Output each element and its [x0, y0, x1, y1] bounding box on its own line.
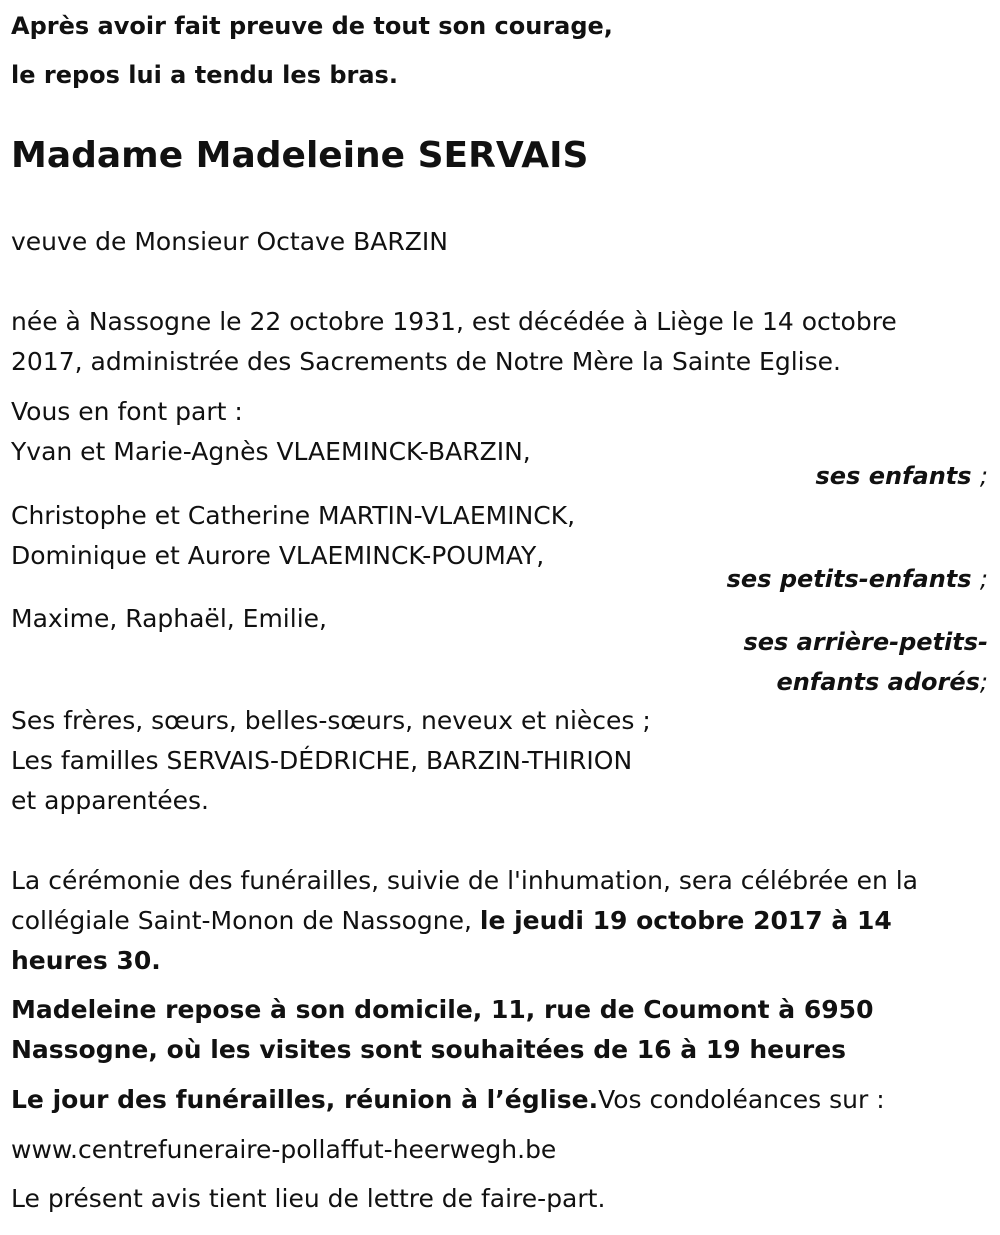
children-label: [816, 456, 989, 496]
ceremony-line-2: [11, 901, 892, 941]
church-meeting: Le jour des funérailles, réunion à l’église.: [11, 1085, 599, 1114]
widow-line: veuve de Monsieur Octave BARZIN: [11, 227, 448, 256]
ceremony-location: collégiale Saint-Monon de Nassogne,: [11, 906, 480, 935]
great-grandchildren-names: Maxime, Raphaël, Emilie,: [11, 604, 327, 633]
others-line-2: Les familles SERVAIS-DÉDRICHE, BARZIN-THIRION: [11, 746, 633, 775]
children-names: Yvan et Marie-Agnès VLAEMINCK-BARZIN,: [11, 437, 531, 466]
visitation-line-2: Nassogne, où les visites sont souhaitées de 16 à 19 heures: [11, 1035, 847, 1064]
grandchildren-label-text: ses petits-enfants: [726, 565, 972, 593]
grandchildren-label: [727, 559, 988, 599]
others-line-1: Ses frères, sœurs, belles-sœurs, neveux et nièces ;: [11, 706, 651, 735]
great-grandchildren-label-2-text: enfants adorés: [776, 668, 980, 696]
great-grandchildren-label-semicolon: ;: [979, 668, 988, 696]
grandchildren-label-semicolon: ;: [979, 565, 988, 593]
ceremony-date: le jeudi 19 octobre 2017 à 14: [479, 906, 892, 935]
deceased-name: Madame Madeleine SERVAIS: [11, 135, 589, 176]
great-grandchildren-label-2: [776, 662, 988, 702]
grandchildren-line-1: Christophe et Catherine MARTIN-VLAEMINCK,: [11, 501, 576, 530]
header-line-1: Après avoir fait preuve de tout son courage,: [11, 12, 613, 40]
website-link[interactable]: www.centrefuneraire-pollaffut-heerwegh.be: [11, 1135, 557, 1164]
condolences-text: Vos condoléances sur :: [598, 1085, 885, 1114]
others-line-3: et apparentées.: [11, 786, 209, 815]
birth-death-line-2: 2017, administrée des Sacrements de Notre Mère la Sainte Eglise.: [11, 347, 841, 376]
notice-line: Le présent avis tient lieu de lettre de faire-part.: [11, 1184, 606, 1213]
ceremony-line-1: La cérémonie des funérailles, suivie de l'inhumation, sera célébrée en la: [11, 866, 919, 895]
birth-death-line-1: née à Nassogne le 22 octobre 1931, est décédée à Liège le 14 octobre: [11, 307, 897, 336]
grandchildren-line-2: Dominique et Aurore VLAEMINCK-POUMAY,: [11, 541, 545, 570]
children-label-semicolon: ;: [979, 462, 988, 490]
family-intro: Vous en font part :: [11, 397, 243, 426]
church-condolences-line: [11, 1080, 885, 1120]
ceremony-time: heures 30.: [11, 946, 161, 975]
header-line-2: le repos lui a tendu les bras.: [11, 61, 398, 89]
visitation-line-1: Madeleine repose à son domicile, 11, rue de Coumont à 6950: [11, 995, 874, 1024]
great-grandchildren-label-1: ses arrière-petits-: [743, 628, 988, 656]
children-label-text: ses enfants: [815, 462, 972, 490]
